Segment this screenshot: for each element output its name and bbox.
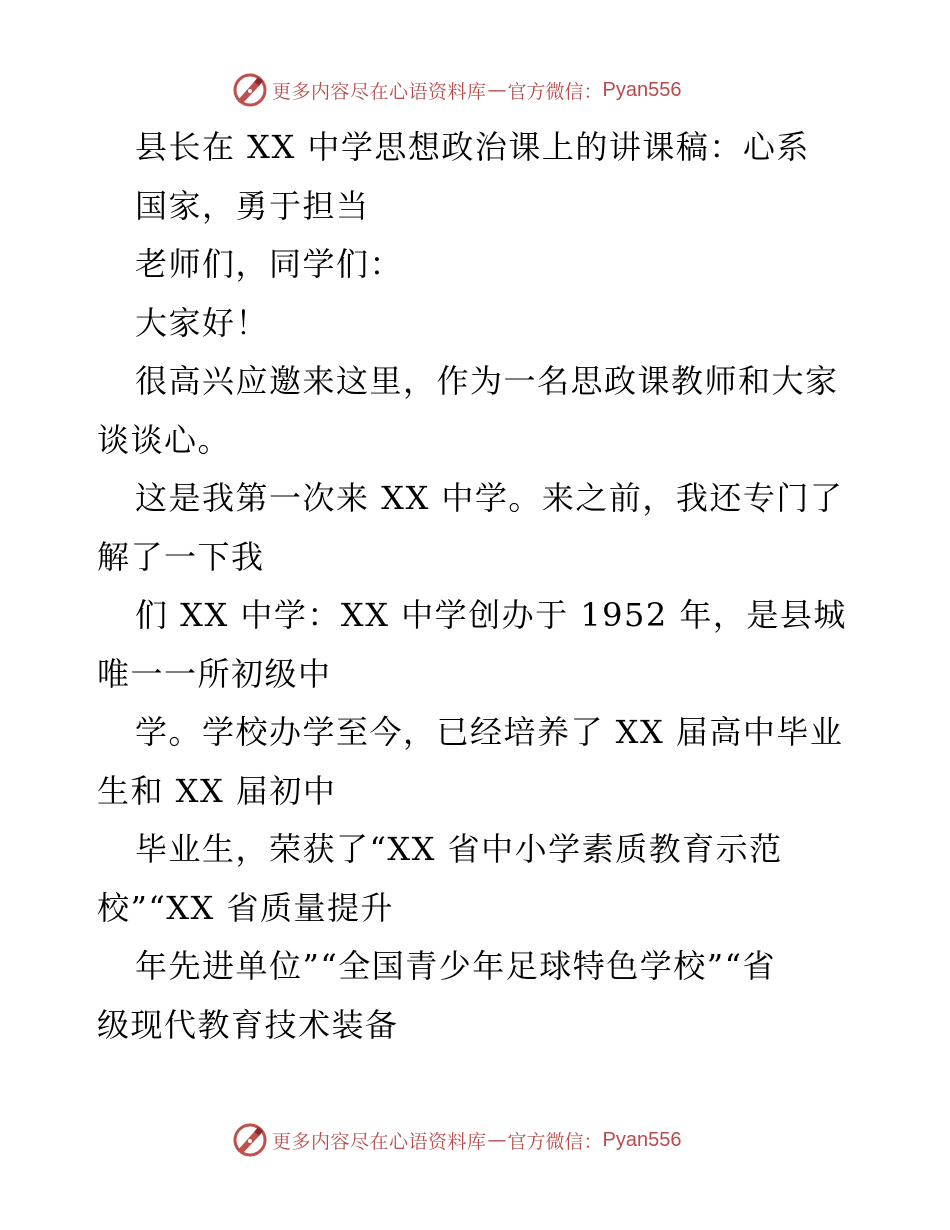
text-line: 毕业生，荣获了“XX 省中小学素质教育示范 bbox=[135, 830, 783, 868]
footer-wechat-id: Pyan556 bbox=[602, 1128, 682, 1151]
header-separator: — bbox=[487, 79, 507, 101]
text-line: 级现代教育技术装备 bbox=[97, 1005, 399, 1044]
text-line: 很高兴应邀来这里，作为一名思政课教师和大家 bbox=[135, 362, 839, 400]
text-line: 校”“XX 省质量提升 bbox=[97, 888, 394, 927]
text-line: 这是我第一次来 XX 中学。来之前，我还专门了 bbox=[135, 479, 844, 517]
header-wechat-label: 官方微信： bbox=[507, 80, 603, 103]
text-line: 年先进单位”“全国青少年足球特色学校”“省 bbox=[135, 947, 776, 985]
header-banner-text: 更多内容尽在心语资料库 bbox=[272, 80, 487, 103]
footer-banner bbox=[232, 1122, 682, 1158]
footer-separator: — bbox=[487, 1129, 507, 1151]
text-line: 大家好！ bbox=[135, 303, 270, 342]
pen-logo-icon bbox=[232, 1122, 268, 1158]
text-line: 解了一下我 bbox=[97, 537, 265, 576]
header-wechat-id: Pyan556 bbox=[602, 78, 682, 101]
text-line: 学。学校办学至今，已经培养了 XX 届高中毕业 bbox=[135, 713, 844, 751]
header-banner bbox=[232, 72, 682, 108]
document-body bbox=[97, 118, 857, 1054]
text-line: 县长在 XX 中学思想政治课上的讲课稿：心系 bbox=[135, 128, 810, 166]
text-line: 生和 XX 届初中 bbox=[97, 771, 337, 810]
text-line: 国家，勇于担当 bbox=[135, 186, 370, 225]
pen-logo-icon bbox=[232, 72, 268, 108]
footer-wechat-label: 官方微信： bbox=[507, 1130, 603, 1153]
text-line: 唯一一所初级中 bbox=[97, 654, 332, 693]
footer-banner-text: 更多内容尽在心语资料库 bbox=[272, 1130, 487, 1153]
text-line: 老师们，同学们： bbox=[135, 245, 404, 283]
text-line: 谈谈心。 bbox=[97, 420, 232, 459]
text-line: 们 XX 中学：XX 中学创办于 1952 年，是县城 bbox=[135, 596, 847, 634]
